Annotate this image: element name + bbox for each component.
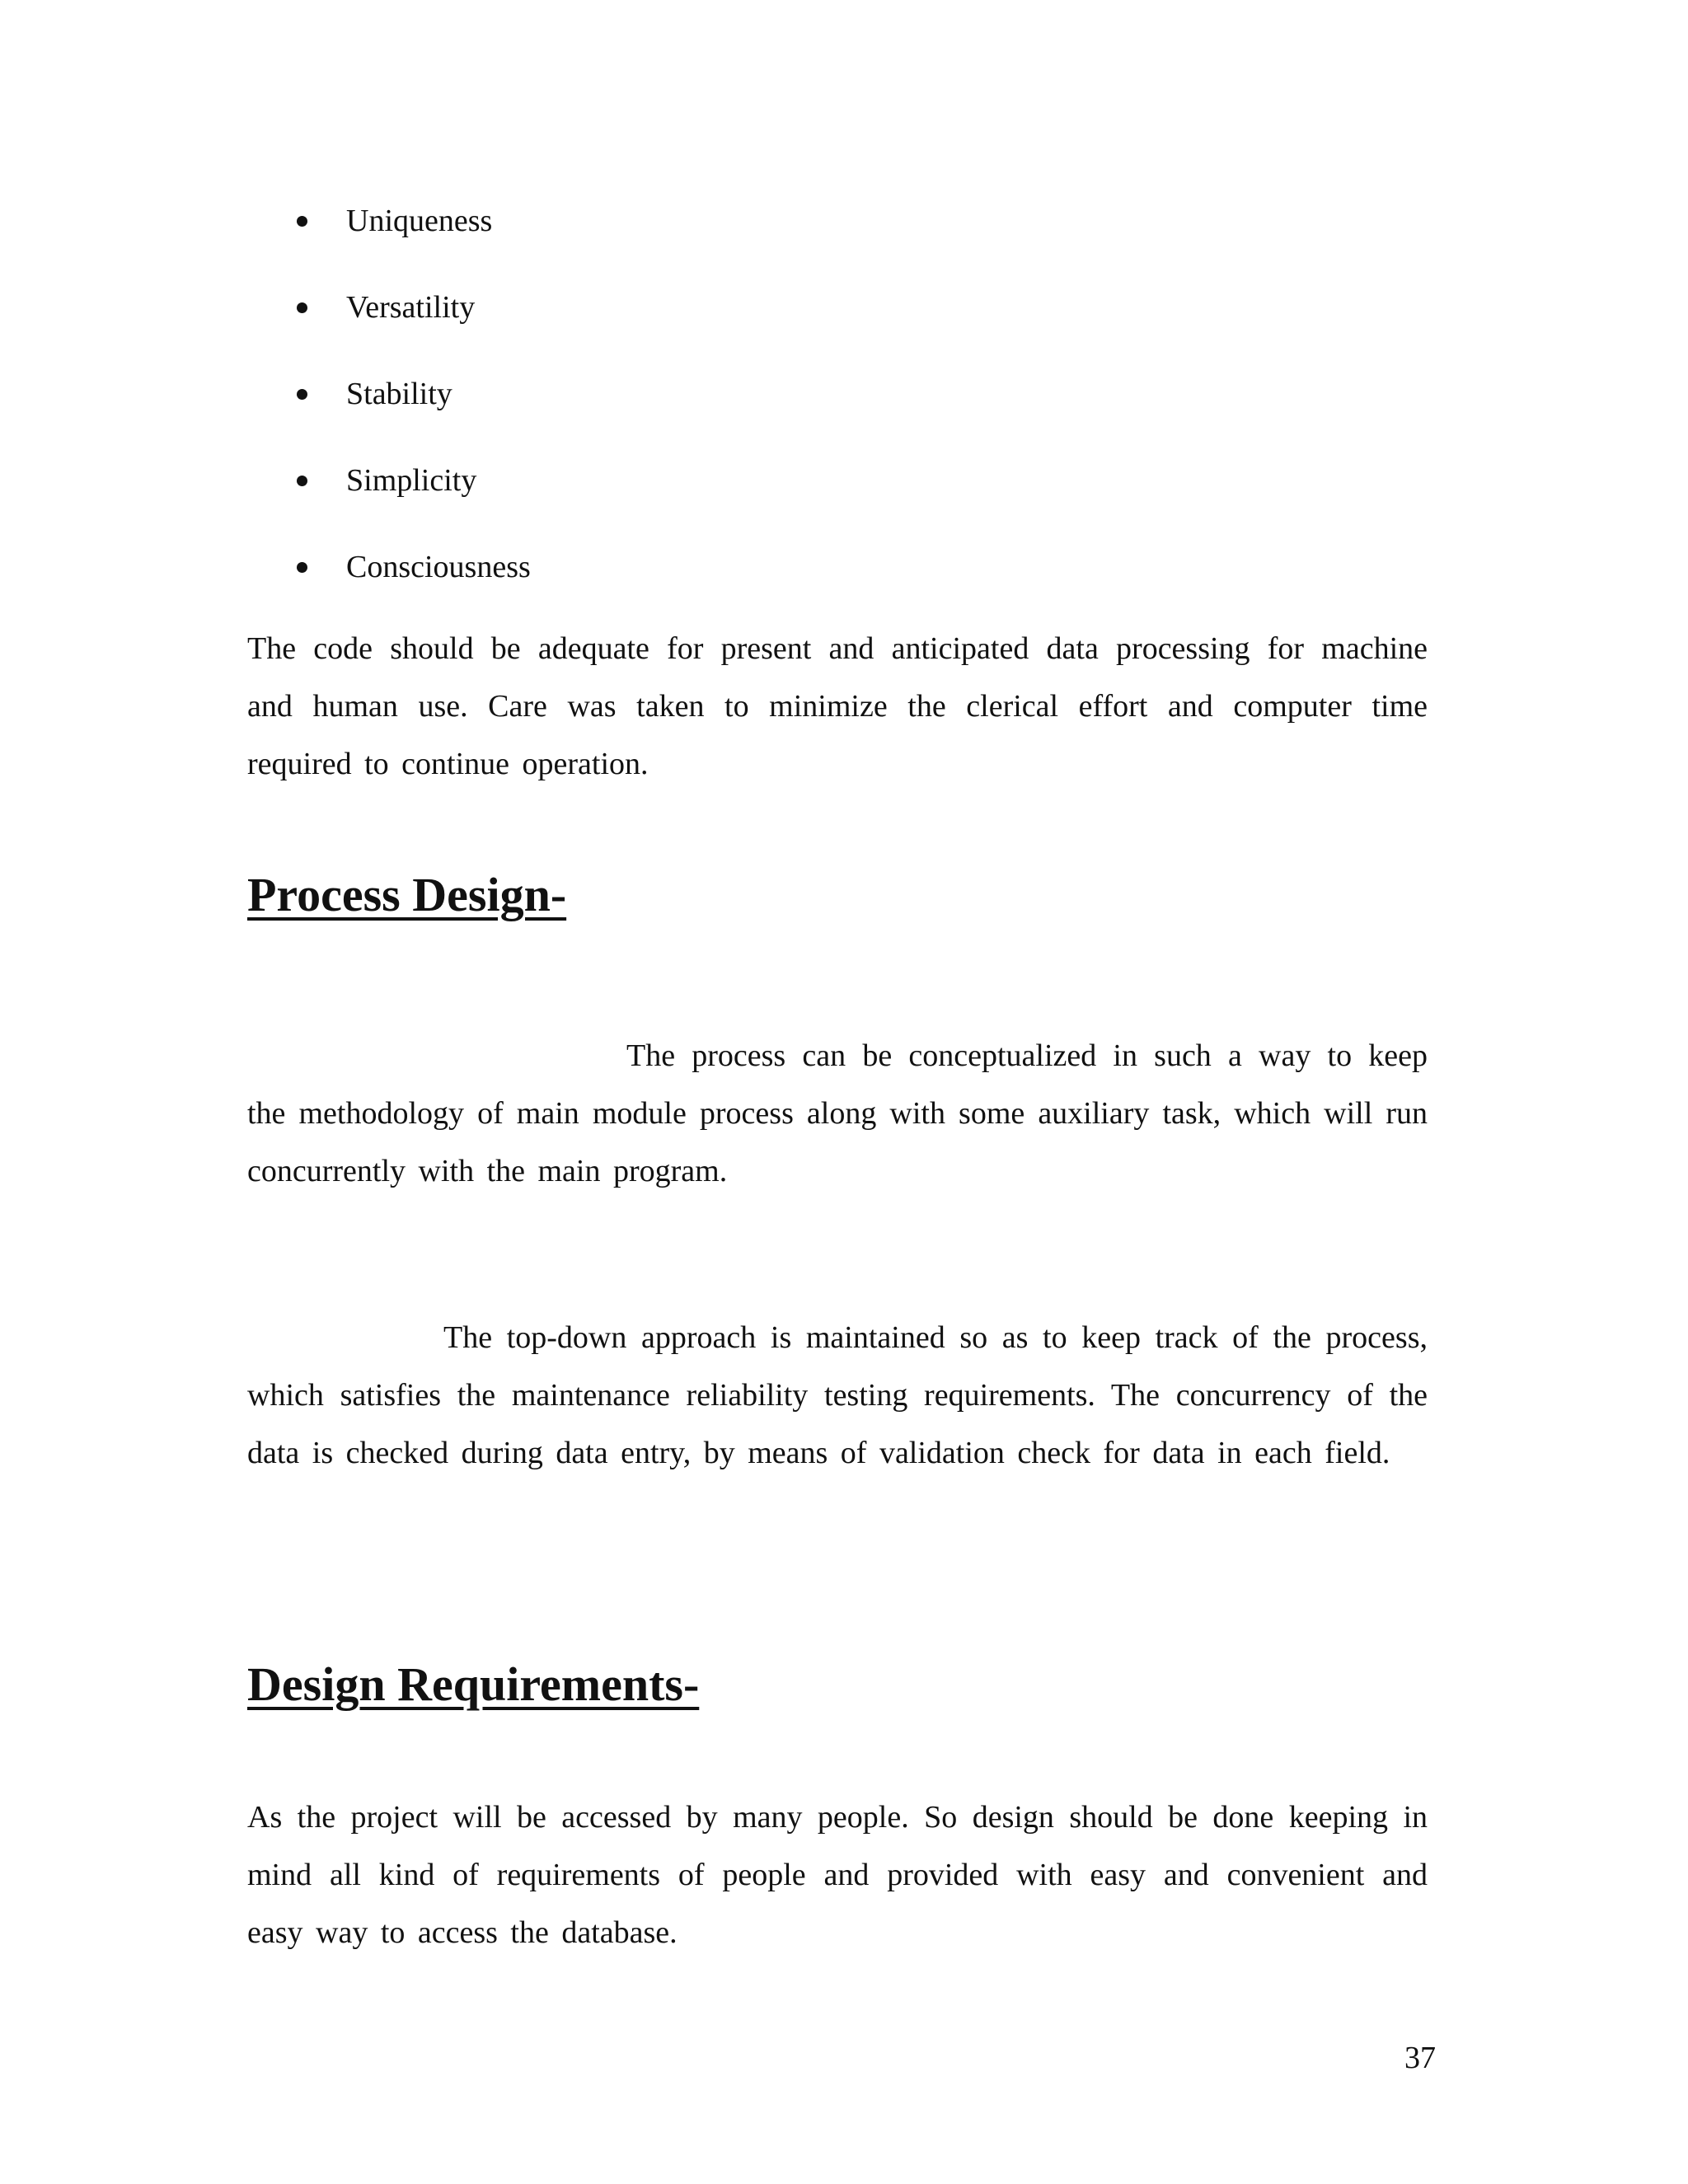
list-item-text: Stability bbox=[346, 377, 452, 411]
bullet-icon bbox=[297, 476, 307, 486]
code-paragraph: The code should be adequate for present and anticipated data processing for machine and human use. Care was taken to minimize the clerical effort and computer time required to continue operation. bbox=[247, 631, 1428, 781]
list-item-text: Uniqueness bbox=[346, 204, 493, 238]
bullet-icon bbox=[297, 216, 307, 227]
page-number: 37 bbox=[1404, 2041, 1436, 2075]
process-paragraph-2: The top-down approach is maintained so as to keep track of the process, which satisfies the maintenance reliability testing requirements. The concurrency of the data is checked during data entry, by means of validation check for data in each field. bbox=[247, 1320, 1428, 1470]
design-requirements-heading: Design Requirements- bbox=[247, 1657, 700, 1711]
bullet-icon bbox=[297, 302, 307, 313]
list-item bbox=[247, 194, 531, 281]
list-item bbox=[247, 541, 531, 627]
list-item-text: Consciousness bbox=[346, 550, 531, 584]
list-item bbox=[247, 368, 531, 454]
list-item bbox=[247, 454, 531, 541]
process-paragraph-1: The process can be conceptualized in such a way to keep the methodology of main module process along with some auxiliary task, which will run concurrently with the main program. bbox=[247, 1038, 1428, 1188]
process-design-heading: Process Design- bbox=[247, 868, 567, 921]
list-item-text: Simplicity bbox=[346, 463, 477, 498]
bullet-icon bbox=[297, 562, 307, 573]
list-item-text: Versatility bbox=[346, 290, 476, 325]
bullet-icon bbox=[297, 389, 307, 400]
requirements-paragraph: As the project will be accessed by many people. So design should be done keeping in mind all kind of requirements of people and provided with easy and convenient and easy way to access the database. bbox=[247, 1800, 1428, 1950]
bullet-list bbox=[247, 194, 531, 627]
list-item bbox=[247, 281, 531, 368]
